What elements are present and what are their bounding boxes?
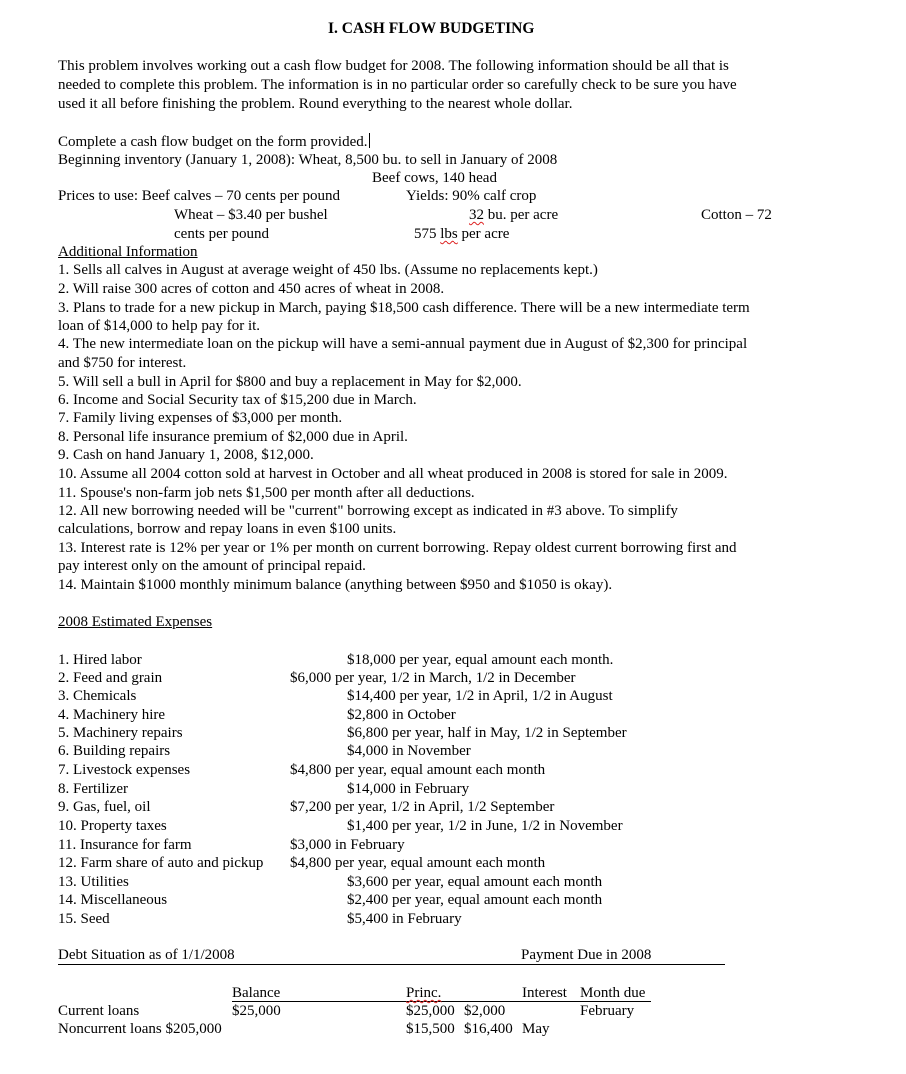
yield-cotton: 575 lbs per acre <box>414 226 510 242</box>
expense-value: $6,800 per year, half in May, 1/2 in September <box>347 725 627 741</box>
expense-value: $3,600 per year, equal amount each month <box>347 874 603 890</box>
expense-value: $2,800 in October <box>347 707 456 723</box>
expense-label: 11. Insurance for farm <box>58 837 192 853</box>
expense-value: $14,000 in February <box>347 781 470 797</box>
expense-value: $18,000 per year, equal amount each month. <box>347 652 614 668</box>
info-line: and $750 for interest. <box>58 355 187 371</box>
expense-label: 15. Seed <box>58 911 110 927</box>
expense-label: 4. Machinery hire <box>58 707 166 723</box>
info-line: 12. All new borrowing needed will be "current" borrowing except as indicated in #3 above. To simplify <box>58 503 678 519</box>
expenses-heading: 2008 Estimated Expenses <box>58 614 213 630</box>
expense-label: 8. Fertilizer <box>58 781 128 797</box>
info-line: 11. Spouse's non-farm job nets $1,500 per month after all deductions. <box>58 485 475 501</box>
princ-header: Princ. <box>406 985 442 1001</box>
expense-value: $4,800 per year, equal amount each month <box>290 762 546 778</box>
text-cursor <box>369 133 370 148</box>
info-line: 6. Income and Social Security tax of $15,200 due in March. <box>58 392 417 408</box>
expense-label: 13. Utilities <box>58 874 129 890</box>
current-loans-month: February <box>580 1003 635 1019</box>
instruction-line: Complete a cash flow budget on the form provided. <box>58 134 368 150</box>
yield-calf: Yields: 90% calf crop <box>406 188 537 204</box>
expense-label: 9. Gas, fuel, oil <box>58 799 151 815</box>
info-line: 9. Cash on hand January 1, 2008, $12,000. <box>58 447 314 463</box>
debt-heading-rule <box>58 964 725 965</box>
price-cotton: Cotton – 72 <box>701 207 772 223</box>
noncurrent-loans-interest: $16,400 <box>464 1021 513 1037</box>
info-line: 2. Will raise 300 acres of cotton and 450 acres of wheat in 2008. <box>58 281 445 297</box>
balance-header: Balance <box>232 985 281 1001</box>
expense-value: $4,800 per year, equal amount each month <box>290 855 546 871</box>
expense-label: 5. Machinery repairs <box>58 725 183 741</box>
info-line: 13. Interest rate is 12% per year or 1% per month on current borrowing. Repay oldest current borrowing first and <box>58 540 737 556</box>
expense-value: $3,000 in February <box>290 837 405 853</box>
expense-value: $1,400 per year, 1/2 in June, 1/2 in November <box>347 818 623 834</box>
info-line: 1. Sells all calves in August at average weight of 450 lbs. (Assume no replacements kept.) <box>58 262 598 278</box>
current-loans-interest: $2,000 <box>464 1003 506 1019</box>
noncurrent-loans-label: Noncurrent loans $205,000 <box>58 1021 222 1037</box>
expense-value: $14,400 per year, 1/2 in April, 1/2 in August <box>347 688 613 704</box>
inventory-line: Beef cows, 140 head <box>372 170 497 186</box>
expense-label: 3. Chemicals <box>58 688 137 704</box>
expense-value: $5,400 in February <box>347 911 462 927</box>
expense-label: 14. Miscellaneous <box>58 892 168 908</box>
expense-label: 1. Hired labor <box>58 652 142 668</box>
expense-label: 12. Farm share of auto and pickup <box>58 855 264 871</box>
additional-info-heading: Additional Information <box>58 244 198 260</box>
info-line: 5. Will sell a bull in April for $800 and buy a replacement in May for $2,000. <box>58 374 522 390</box>
noncurrent-loans-month: May <box>522 1021 550 1037</box>
info-line: 14. Maintain $1000 monthly minimum balance (anything between $950 and $1050 is okay). <box>58 577 613 593</box>
info-line: 3. Plans to trade for a new pickup in March, paying $18,500 cash difference. There will be a new intermediate term <box>58 300 750 316</box>
info-line: loan of $14,000 to help pay for it. <box>58 318 261 334</box>
expense-value: $6,000 per year, 1/2 in March, 1/2 in December <box>290 670 576 686</box>
price-beef: Prices to use: Beef calves – 70 cents per pound <box>58 188 341 204</box>
expense-value: $4,000 in November <box>347 743 471 759</box>
intro-line: needed to complete this problem. The information is in no particular order so carefully check to be sure you have <box>58 77 737 93</box>
price-cotton-units: cents per pound <box>174 226 269 242</box>
intro-line: used it all before finishing the problem. Round everything to the nearest whole dollar. <box>58 96 573 112</box>
expense-label: 6. Building repairs <box>58 743 171 759</box>
yield-wheat: 32 bu. per acre <box>469 207 559 223</box>
price-wheat: Wheat – $3.40 per bushel <box>174 207 328 223</box>
intro-line: This problem involves working out a cash flow budget for 2008. The following information should be all that is <box>58 58 729 74</box>
info-line: 7. Family living expenses of $3,000 per month. <box>58 410 343 426</box>
expense-label: 2. Feed and grain <box>58 670 163 686</box>
interest-header: Interest <box>522 985 567 1001</box>
month-due-header: Month due <box>580 985 646 1001</box>
info-line: 8. Personal life insurance premium of $2,000 due in April. <box>58 429 408 445</box>
info-line: calculations, borrow and repay loans in even $100 units. <box>58 521 397 537</box>
debt-heading: Debt Situation as of 1/1/2008 <box>58 947 235 963</box>
inventory-line: Beginning inventory (January 1, 2008): Wheat, 8,500 bu. to sell in January of 2008 <box>58 152 558 168</box>
current-loans-princ: $25,000 <box>406 1003 455 1019</box>
info-line: pay interest only on the amount of principal repaid. <box>58 558 366 574</box>
current-loans-balance: $25,000 <box>232 1003 281 1019</box>
info-line: 4. The new intermediate loan on the pickup will have a semi-annual payment due in August of $2,300 for principal <box>58 336 748 352</box>
expense-value: $2,400 per year, equal amount each month <box>347 892 603 908</box>
expense-label: 10. Property taxes <box>58 818 167 834</box>
payment-due-heading: Payment Due in 2008 <box>521 947 652 963</box>
current-loans-label: Current loans <box>58 1003 140 1019</box>
noncurrent-loans-princ: $15,500 <box>406 1021 455 1037</box>
page-title: I. CASH FLOW BUDGETING <box>328 20 535 37</box>
expense-label: 7. Livestock expenses <box>58 762 191 778</box>
info-line: 10. Assume all 2004 cotton sold at harvest in October and all wheat produced in 2008 is stored for sale in 2009. <box>58 466 728 482</box>
expense-value: $7,200 per year, 1/2 in April, 1/2 September <box>290 799 555 815</box>
